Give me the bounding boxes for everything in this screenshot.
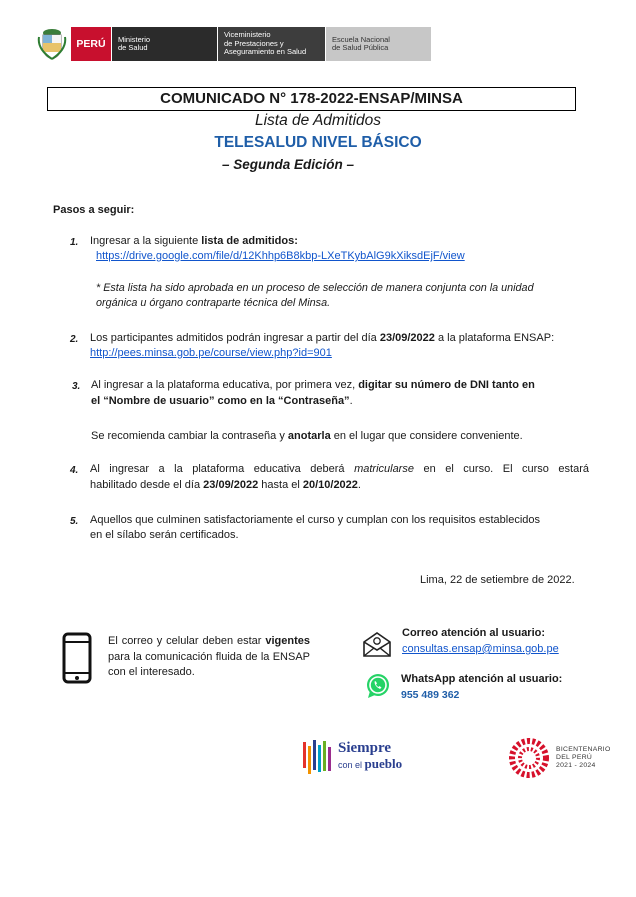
step-1-note: * Esta lista ha sido aprobada en un proceso de selección de manera conjunta con la unidad — [96, 282, 534, 294]
step-1-text — [90, 234, 298, 250]
ministry-block — [112, 27, 217, 61]
step-bold: anotarla — [287, 430, 331, 442]
vice-line: Aseguramiento en Salud — [224, 47, 307, 57]
step-5-text: en el sílabo serán certificados. — [90, 529, 239, 541]
step-number: 1. — [70, 237, 79, 248]
step-number: 2. — [70, 334, 79, 345]
step-text: en el lugar que considere conveniente. — [330, 430, 523, 442]
peru-badge: PERÚ — [71, 27, 111, 61]
whatsapp-label: WhatsApp atención al usuario: — [401, 673, 563, 685]
step-3-text — [91, 378, 535, 394]
step-date: 20/10/2022 — [302, 479, 358, 491]
step-number: 3. — [72, 381, 81, 392]
header-logos — [37, 27, 431, 61]
notice-text: El correo y celular deben estar — [108, 635, 266, 647]
whatsapp-number[interactable]: 955 489 362 — [401, 689, 460, 701]
step-text: Los participantes admitidos podrán ingresar a partir del día — [90, 332, 380, 344]
siempre-word: pueblo — [364, 756, 403, 771]
step-date: 23/09/2022 — [203, 479, 259, 491]
bicentenario-ring-icon — [508, 737, 550, 779]
step-bold: el “Nombre de usuario” como en la “Contraseña” — [91, 395, 350, 407]
step-3-recommendation — [91, 429, 523, 445]
step-italic: matricularse — [354, 463, 414, 475]
siempre-word: con el — [338, 760, 365, 770]
step-2-text — [90, 331, 554, 347]
course-name: TELESALUD NIVEL BÁSICO — [214, 134, 422, 151]
date-place: Lima, 22 de setiembre de 2022. — [420, 574, 575, 586]
email-link[interactable]: consultas.ensap@minsa.gob.pe — [402, 643, 559, 655]
siempre-word: Siempre — [338, 740, 392, 756]
step-text: Al ingresar a la plataforma educativa deberá — [90, 463, 355, 475]
step-text: a la plataforma ENSAP: — [434, 332, 555, 344]
bicentenario-logo — [508, 737, 611, 779]
ministry-line: Ministerio — [118, 34, 151, 44]
step-text: Al ingresar a la plataforma educativa, por primera vez, — [91, 379, 359, 391]
step-text: . — [357, 479, 361, 491]
steps-heading: Pasos a seguir: — [53, 204, 135, 216]
vice-ministry-block — [218, 27, 325, 61]
step-3-text — [91, 394, 353, 410]
admitted-list-link[interactable]: https://drive.google.com/file/d/12Khhp6B8kbp-LXeTKybAlG9kXiksdEjF/view — [96, 250, 465, 262]
siempre-logo-icon — [302, 738, 332, 776]
step-text: Se recomienda cambiar la contraseña y — [91, 430, 288, 442]
step-4-text — [90, 462, 589, 478]
step-number: 5. — [70, 516, 79, 527]
mobile-phone-icon — [62, 632, 92, 684]
bicent-line: DEL PERÚ — [556, 753, 593, 761]
step-5-text: Aquellos que culminen satisfactoriamente el curso y cumplan con los requisitos establecidos — [90, 514, 541, 526]
ministry-line: de Salud — [118, 43, 148, 52]
step-4-text — [90, 478, 361, 494]
notice-bold: vigentes — [265, 635, 310, 647]
siempre-con-el-pueblo-logo — [302, 738, 402, 776]
subtitle: Lista de Admitidos — [254, 112, 382, 129]
step-text: en el curso. El curso estará — [413, 463, 590, 475]
step-number: 4. — [70, 465, 79, 476]
step-text: hasta el — [258, 479, 303, 491]
bicent-line: 2021 - 2024 — [556, 762, 596, 770]
whatsapp-icon — [365, 673, 391, 699]
step-text: Ingresar a la siguiente — [90, 235, 202, 247]
school-block — [326, 27, 431, 61]
step-bold: digitar su número de DNI tanto en — [358, 379, 535, 391]
school-line: de Salud Pública — [332, 43, 389, 52]
contact-notice — [108, 634, 310, 681]
step-date: 23/09/2022 — [379, 332, 435, 344]
email-label: Correo atención al usuario: — [402, 627, 546, 639]
school-line: Escuela Nacional — [332, 34, 390, 44]
vice-line: de Prestaciones y — [224, 38, 284, 48]
step-text: habilitado desde el día — [90, 479, 204, 491]
step-text: . — [349, 395, 353, 407]
document-title: COMUNICADO N° 178-2022-ENSAP/MINSA — [47, 87, 576, 111]
coat-of-arms-icon — [37, 27, 67, 61]
platform-link[interactable]: http://pees.minsa.gob.pe/course/view.php?id=901 — [90, 347, 332, 359]
vice-line: Viceministerio — [224, 30, 271, 40]
edition: – Segunda Edición – — [222, 157, 355, 172]
step-bold: lista de admitidos: — [201, 235, 298, 247]
bicent-line: BICENTENARIO — [556, 745, 611, 753]
notice-text: para la comunicación fluida de la ENSAP con el interesado. — [108, 650, 310, 678]
email-icon — [362, 630, 392, 658]
step-1-note: orgánica u órgano contraparte técnica del Minsa. — [96, 297, 331, 309]
